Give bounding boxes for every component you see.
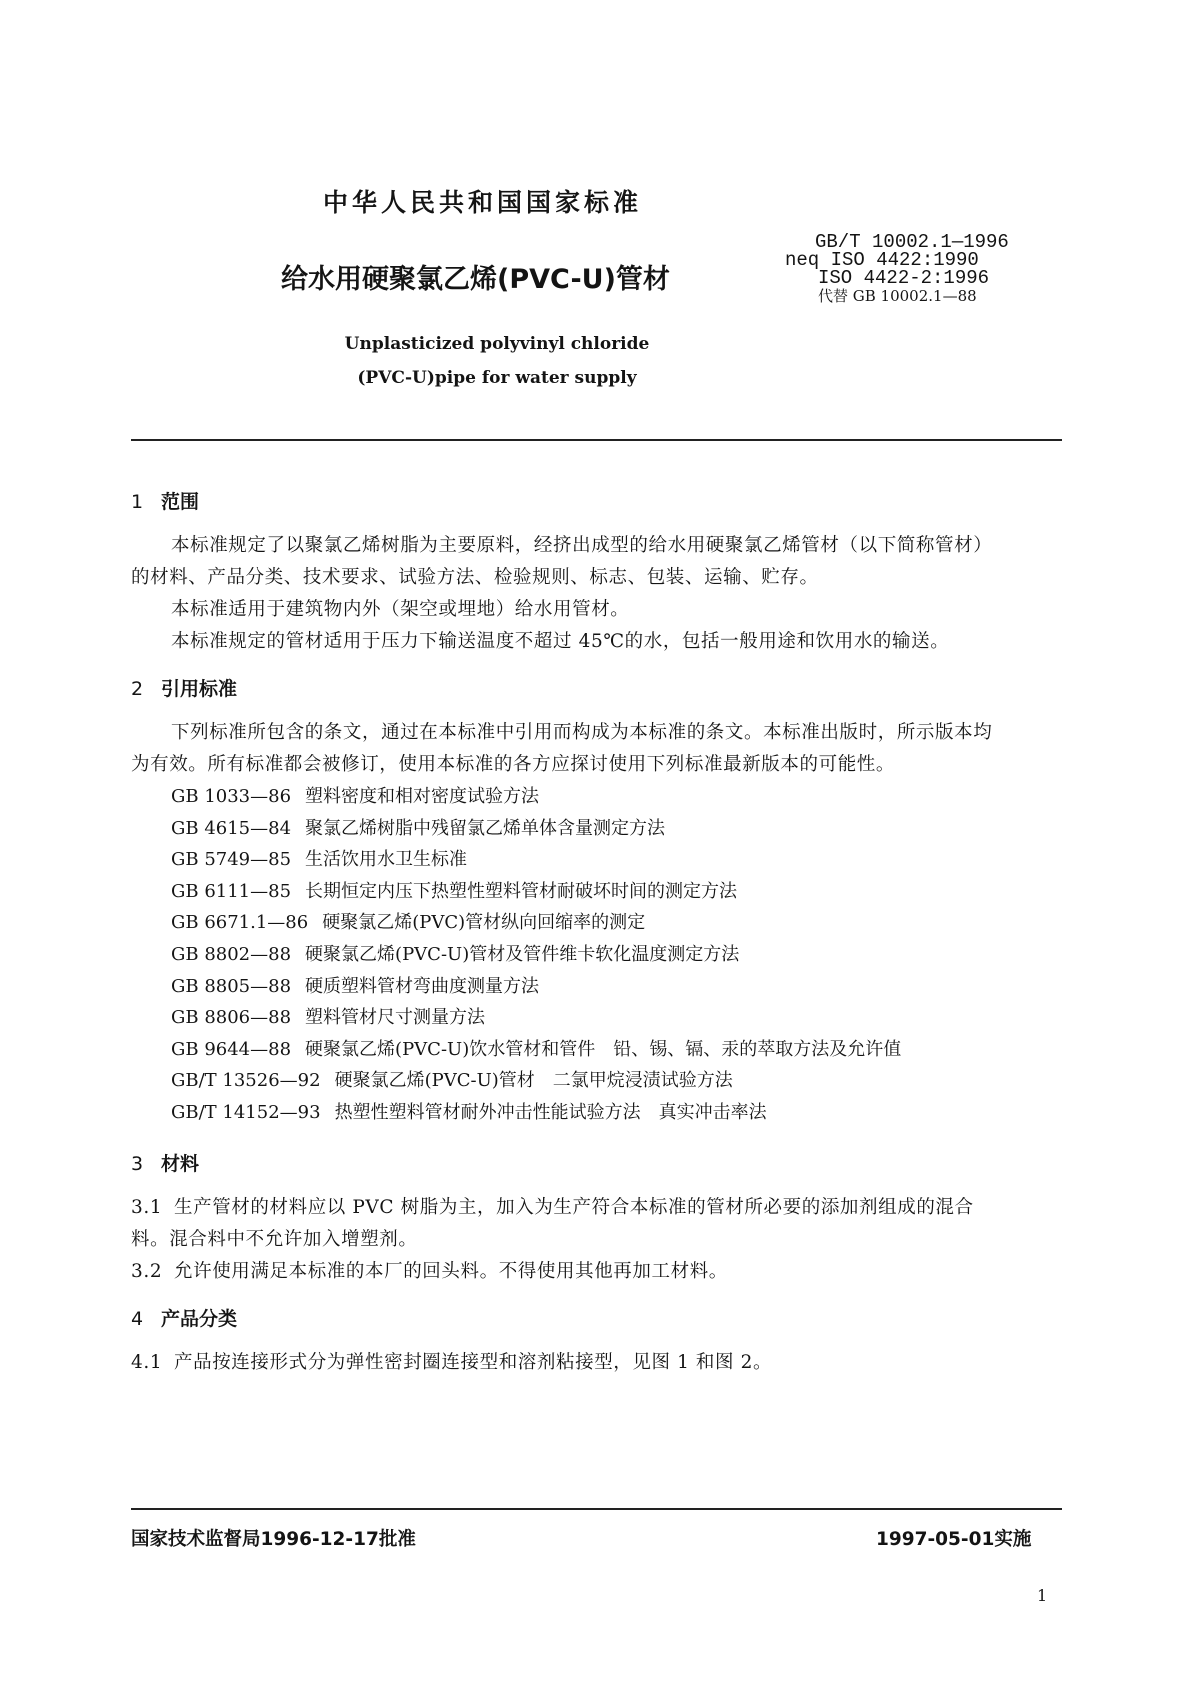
ref-code: GB 4615—84 — [171, 817, 292, 839]
effective-date: 1997-05-01实施 — [876, 1529, 1032, 1550]
section-4-heading — [131, 1304, 237, 1331]
approval-date: 国家技术监督局1996-12-17批准 — [131, 1529, 416, 1550]
section-1-para-3: 本标准规定的管材适用于压力下输送温度不超过 45℃的水，包括一般用途和饮用水的输送。 — [171, 631, 950, 652]
clause-3-1 — [131, 1192, 974, 1224]
title-en-line-2: (PVC-U)pipe for water supply — [357, 368, 637, 388]
ref-code: GB 6671.1—86 — [171, 912, 309, 934]
ref-title: 硬聚氯乙烯(PVC-U)管材及管件维卡软化温度测定方法 — [305, 943, 740, 965]
clause-4-1 — [131, 1347, 772, 1379]
section-number: 2 — [131, 678, 144, 700]
ref-code: GB 6111—85 — [171, 880, 292, 902]
ref-title: 塑料密度和相对密度试验方法 — [305, 786, 540, 807]
section-number: 1 — [131, 491, 144, 513]
standard-number: GB/T 10002.1—1996 — [815, 231, 1009, 253]
national-standard-title: 中华人民共和国国家标准 — [323, 188, 643, 217]
clause-text: 产品按连接形式分为弹性密封圈连接型和溶剂粘接型，见图 1 和图 2。 — [174, 1352, 773, 1373]
list-item — [171, 876, 901, 908]
section-number: 3 — [131, 1153, 144, 1175]
section-title: 产品分类 — [161, 1308, 238, 1330]
ref-title: 硬聚氯乙烯(PVC-U)饮水管材和管件 铅、锡、镉、汞的萃取方法及允许值 — [305, 1038, 902, 1060]
ref-code: GB/T 13526—92 — [171, 1070, 321, 1092]
list-item — [171, 1097, 901, 1129]
section-1-para-1-cont: 的材料、产品分类、技术要求、试验方法、检验规则、标志、包装、运输、贮存。 — [131, 567, 819, 588]
ref-title: 热塑性塑料管材耐外冲击性能试验方法 真实冲击率法 — [334, 1101, 767, 1123]
ref-title: 生活饮用水卫生标准 — [305, 849, 468, 871]
section-title: 范围 — [161, 491, 200, 513]
list-item — [171, 971, 901, 1003]
standard-code-block — [785, 233, 1009, 305]
list-item — [171, 1034, 901, 1066]
clause-3-1-cont: 料。混合料中不允许加入增塑剂。 — [131, 1229, 418, 1250]
referenced-standards-list — [171, 781, 901, 1129]
document-title-cn: 给水用硬聚氯乙烯(PVC-U)管材 — [281, 264, 670, 295]
ref-title: 硬质塑料管材弯曲度测量方法 — [305, 975, 540, 997]
list-item — [171, 813, 901, 845]
clause-number: 3.1 — [131, 1197, 163, 1218]
ref-title: 硬聚氯乙烯(PVC-U)管材 二氯甲烷浸渍试验方法 — [334, 1070, 733, 1092]
footer-divider — [131, 1508, 1062, 1510]
document-title-en — [331, 327, 663, 395]
section-3-heading — [131, 1149, 199, 1176]
list-item — [171, 781, 901, 813]
section-number: 4 — [131, 1308, 144, 1330]
clause-3-2 — [131, 1256, 728, 1288]
ref-code: GB/T 14152—93 — [171, 1101, 321, 1123]
iso-reference-2: ISO 4422-2:1996 — [818, 267, 990, 289]
title-en-line-1: Unplasticized polyvinyl chloride — [344, 334, 650, 354]
clause-number: 4.1 — [131, 1352, 163, 1373]
section-1-para-1: 本标准规定了以聚氯乙烯树脂为主要原料，经挤出成型的给水用硬聚氯乙烯管材（以下简称管材） — [171, 535, 993, 556]
header-divider — [131, 439, 1062, 441]
list-item — [171, 1065, 901, 1097]
page-number: 1 — [1037, 1586, 1048, 1605]
iso-reference-1: neq ISO 4422:1990 — [785, 249, 979, 271]
ref-code: GB 9644—88 — [171, 1038, 292, 1060]
ref-code: GB 1033—86 — [171, 786, 292, 807]
ref-code: GB 5749—85 — [171, 849, 292, 871]
section-title: 材料 — [161, 1153, 200, 1175]
list-item — [171, 939, 901, 971]
ref-code: GB 8806—88 — [171, 1007, 292, 1029]
section-2-para-1: 下列标准所包含的条文，通过在本标准中引用而构成为本标准的条文。本标准出版时，所示版本均 — [171, 722, 993, 743]
list-item — [171, 907, 901, 939]
ref-title: 长期恒定内压下热塑性塑料管材耐破坏时间的测定方法 — [305, 880, 738, 902]
list-item — [171, 1002, 901, 1034]
section-2-heading — [131, 674, 237, 701]
replaces-standard: 代替 GB 10002.1—88 — [818, 287, 977, 305]
section-title: 引用标准 — [161, 678, 238, 700]
clause-text: 允许使用满足本标准的本厂的回头料。不得使用其他再加工材料。 — [174, 1261, 728, 1282]
ref-code: GB 8805—88 — [171, 975, 292, 997]
ref-title: 塑料管材尺寸测量方法 — [305, 1007, 486, 1029]
ref-code: GB 8802—88 — [171, 943, 292, 965]
section-2-para-1-cont: 为有效。所有标准都会被修订，使用本标准的各方应探讨使用下列标准最新版本的可能性。 — [131, 754, 896, 775]
section-1-heading — [131, 487, 199, 514]
section-1-para-2: 本标准适用于建筑物内外（架空或埋地）给水用管材。 — [171, 599, 630, 620]
ref-title: 聚氯乙烯树脂中残留氯乙烯单体含量测定方法 — [305, 817, 666, 839]
clause-number: 3.2 — [131, 1261, 163, 1282]
clause-text: 生产管材的材料应以 PVC 树脂为主，加入为生产符合本标准的管材所必要的添加剂组成的混合 — [174, 1197, 974, 1218]
ref-title: 硬聚氯乙烯(PVC)管材纵向回缩率的测定 — [322, 912, 646, 934]
list-item — [171, 844, 901, 876]
